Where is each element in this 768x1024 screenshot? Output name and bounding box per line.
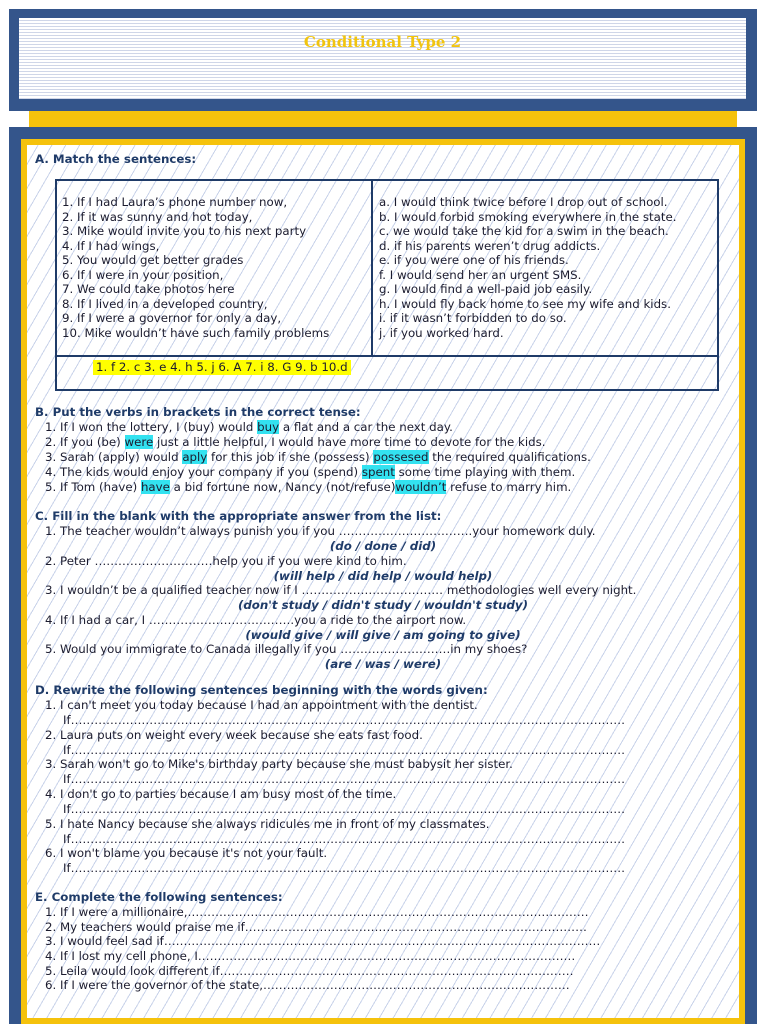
answer-blank[interactable]: If…………………………………………………………………………………………………………………………… (63, 772, 626, 786)
answer-highlight: buy (257, 419, 280, 434)
answer-row (57, 357, 717, 389)
answer-highlight: aply (182, 449, 208, 464)
answer-highlight: were (124, 434, 154, 449)
list-item: f. I would send her an urgent SMS. (379, 267, 582, 282)
answer-highlight: wouldn’t (395, 479, 447, 494)
list-item: d. if his parents weren’t drug addicts. (379, 238, 601, 253)
answer-options: (do / done / did) (329, 539, 437, 553)
worksheet-body (27, 145, 739, 1018)
list-item: 9. If I were a governor for only a day, (62, 311, 282, 325)
list-item: 6. I won't blame you because it's not your fault. (45, 846, 328, 860)
list-item: 3. Mike would invite you to his next party (62, 224, 307, 238)
list-item: 5. Would you immigrate to Canada illegally if you ……………………….in my shoes? (45, 642, 528, 656)
answer-highlight: spent (361, 464, 395, 479)
answer-blank[interactable]: If…………………………………………………………………………………………………………………………… (63, 742, 626, 757)
list-item: 4. If I had a car, I ……………………………….you a ride to the airport now. (45, 612, 467, 627)
header-panel (19, 18, 746, 99)
list-item: h. I would fly back home to see my wife and kids. (379, 296, 671, 311)
list-item: 2. If it was sunny and hot today, (62, 209, 253, 224)
list-item: 1. If I had Laura’s phone number now, (62, 195, 288, 209)
answer-options: (are / was / were) (324, 657, 442, 671)
answer-blank[interactable]: If…………………………………………………………………………………………………………………………… (63, 801, 626, 816)
list-item: a. I would think twice before I drop out of school. (379, 195, 668, 209)
list-item: 2. If you (be) were just a little helpful, I would have more time to devote for the kids. (45, 434, 546, 449)
list-item: 7. We could take photos here (62, 282, 235, 296)
list-item[interactable]: 2. My teachers would praise me if…………………………………………………………………………… (45, 919, 587, 934)
answer-options: (will help / did help / would help) (273, 568, 493, 583)
answer-key: 1. f 2. c 3. e 4. h 5. j 6. A 7. i 8. G 9. b 10.d (93, 360, 351, 375)
list-item: i. if it wasn’t forbidden to do so. (379, 311, 567, 325)
list-item: b. I would forbid smoking everywhere in the state. (379, 209, 677, 224)
matching-right-column (373, 181, 717, 355)
list-item: 10. Mike wouldn’t have such family problems (62, 325, 330, 340)
list-item: 4. The kids would enjoy your company if you (spend) spent some time playing with them. (45, 464, 576, 479)
list-item: 3. Sarah (apply) would aply for this job if she (possess) possesed the required qualifications. (45, 449, 591, 464)
section-a-heading: A. Match the sentences: (35, 152, 197, 166)
list-item: 2. Laura puts on weight every week because she eats fast food. (45, 727, 423, 742)
answer-blank[interactable]: If…………………………………………………………………………………………………………………………… (63, 831, 626, 846)
list-item: 5. I hate Nancy because she always ridicules me in front of my classmates. (45, 816, 490, 831)
list-item: 4. If I had wings, (62, 238, 160, 253)
section-d-heading: D. Rewrite the following sentences beginning with the words given: (35, 683, 488, 697)
list-item: e. if you were one of his friends. (379, 253, 569, 267)
list-item: 3. I wouldn’t be a qualified teacher now if I ……………………………… methodologies well every night. (45, 583, 637, 597)
matching-left-column (57, 181, 373, 355)
list-item: 3. Sarah won't go to Mike's birthday party because she must babysit her sister. (45, 757, 513, 771)
matching-table (55, 179, 719, 391)
list-item[interactable]: 6. If I were the governor of the state,…………………………………………………………………… (45, 978, 570, 992)
list-item: 8. If I lived in a developed country, (62, 296, 268, 311)
answer-options: (would give / will give / am going to give) (245, 627, 521, 642)
list-item: 5. If Tom (have) have a bid fortune now, Nancy (not/refuse)wouldn’t refuse to marry him. (45, 479, 572, 494)
list-item[interactable]: 5. Leila would look different if……………………………………………………………………………… (45, 963, 574, 978)
answer-highlight: possesed (373, 449, 429, 464)
list-item: 4. I don't go to parties because I am busy most of the time. (45, 786, 397, 801)
answer-options: (don't study / didn't study / wouldn't study) (237, 598, 529, 612)
header-ribbon (29, 111, 737, 127)
section-e-heading: E. Complete the following sentences: (35, 890, 283, 904)
answer-blank[interactable]: If…………………………………………………………………………………………………………………………… (63, 712, 626, 727)
list-item: 2. Peter …………………………help you if you were kind to him. (45, 553, 407, 568)
list-item[interactable]: 4. If I lost my cell phone, I…………………………………………………………………………………… (45, 949, 576, 963)
list-item: j. if you worked hard. (379, 325, 504, 340)
list-item: 5. You would get better grades (62, 253, 244, 267)
list-item: g. I would find a well-paid job easily. (379, 282, 593, 296)
list-item: 1. The teacher wouldn’t always punish you if you …………………………….your homework duly. (45, 524, 596, 538)
list-item: c. we would take the kid for a swim in the beach. (379, 224, 669, 238)
answer-highlight: have (140, 479, 170, 494)
list-item: 1. If I won the lottery, I (buy) would buy a flat and a car the next day. (45, 419, 453, 434)
page-title: Conditional Type 2 (303, 33, 462, 51)
section-b-heading: B. Put the verbs in brackets in the correct tense: (35, 405, 361, 419)
list-item[interactable]: 3. I would feel sad if………………………………………………………………………………………………… (45, 934, 601, 948)
list-item: 6. If I were in your position, (62, 267, 224, 282)
list-item[interactable]: 1. If I were a millionaire,………………………………………………………………………………………… (45, 905, 589, 919)
section-c-heading: C. Fill in the blank with the appropriate answer from the list: (35, 509, 442, 523)
answer-blank[interactable]: If…………………………………………………………………………………………………………………………… (63, 861, 626, 875)
list-item: 1. I can't meet you today because I had an appointment with the dentist. (45, 697, 478, 712)
